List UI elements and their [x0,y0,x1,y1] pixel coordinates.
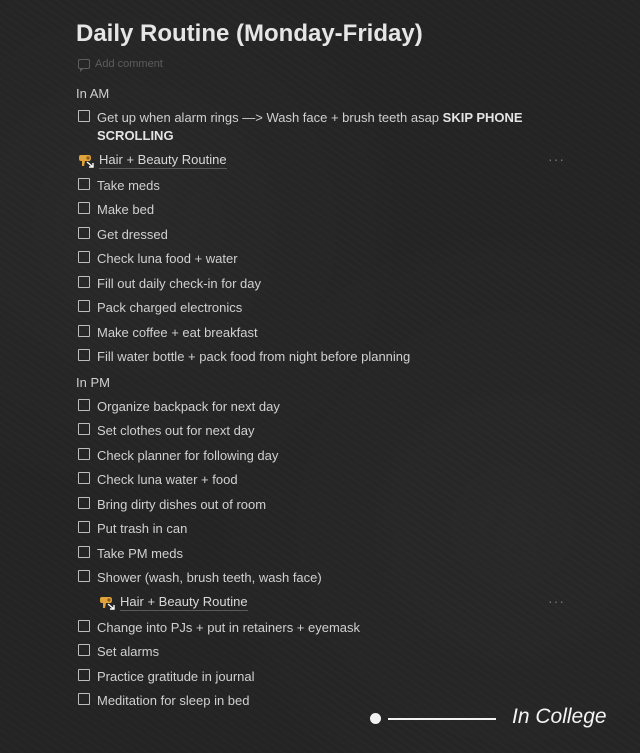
checkbox[interactable] [78,300,90,312]
list-item-label: Shower (wash, brush teeth, wash face) [97,570,322,585]
hair-beauty-routine-link-pm[interactable] [99,594,248,611]
list-item [78,398,548,416]
checkbox[interactable] [78,497,90,509]
hair-beauty-routine-label: Hair + Beauty Routine [99,152,227,167]
list-item [78,324,548,342]
list-item [78,250,548,268]
checkbox[interactable] [78,644,90,656]
list-item [78,299,548,317]
checkbox[interactable] [78,570,90,582]
checkbox[interactable] [78,276,90,288]
list-item-label: Fill water bottle + pack food from night before planning [97,349,411,364]
checkbox[interactable] [78,521,90,533]
list-item [78,226,548,244]
section-heading-am: In AM [76,86,110,101]
list-item [78,447,548,465]
caption-dot [370,713,381,724]
checkbox[interactable] [78,669,90,681]
checkbox[interactable] [78,325,90,337]
checkbox[interactable] [78,448,90,460]
list-item-label: Practice gratitude in journal [97,669,255,684]
add-comment-button[interactable] [78,58,163,70]
list-item-label: Change into PJs + put in retainers + eyemask [97,620,361,635]
checkbox[interactable] [78,399,90,411]
list-item [78,201,548,219]
list-item-label: Fill out daily check-in for day [97,276,262,291]
list-item [78,619,548,637]
list-item-label: Organize backpack for next day [97,399,280,414]
list-item-label: Bring dirty dishes out of room [97,497,267,512]
list-item-label: Pack charged electronics [97,300,243,315]
checkbox[interactable] [78,693,90,705]
list-item-label: Set clothes out for next day [97,423,255,438]
list-item-label: Take PM meds [97,546,183,561]
comment-icon [78,59,90,69]
checkbox[interactable] [78,546,90,558]
list-item-label: Make coffee + eat breakfast [97,325,258,340]
list-item [78,471,548,489]
list-item-label: Put trash in can [97,521,188,536]
add-comment-label: Add comment [95,58,163,70]
list-item [78,520,548,538]
list-item-label: Check luna food + water [97,251,238,266]
list-item [78,422,548,440]
list-item [78,496,548,514]
section-heading-pm: In PM [76,375,110,390]
list-item-label: Make bed [97,202,155,217]
more-options-button[interactable]: ··· [548,151,565,167]
checkbox[interactable] [78,178,90,190]
caption-overlay [370,705,630,731]
hair-beauty-routine-label: Hair + Beauty Routine [120,594,248,609]
list-item-label: Set alarms [97,644,160,659]
caption-line [388,718,496,720]
list-item [78,109,548,145]
list-item-label: Get dressed [97,227,168,242]
list-item [78,545,548,563]
checkbox[interactable] [78,423,90,435]
checkbox[interactable] [78,202,90,214]
checkbox[interactable] [78,472,90,484]
list-item [78,668,548,686]
list-item [78,348,548,366]
list-item [78,275,548,293]
list-item-label: Get up when alarm rings —> Wash face + brush teeth asap SKIP PHONE SCROLLING [97,110,523,143]
list-item-label: Check luna water + food [97,472,238,487]
checkbox[interactable] [78,349,90,361]
hair-dryer-icon [99,596,115,610]
page-title: Daily Routine (Monday-Friday) [76,20,423,47]
list-item [78,177,548,195]
list-item [78,569,548,587]
checkbox[interactable] [78,251,90,263]
caption-label: In College [512,705,607,728]
list-item-label: Meditation for sleep in bed [97,693,250,708]
list-item [78,643,548,661]
checkbox[interactable] [78,620,90,632]
more-options-button[interactable]: ··· [548,593,565,609]
hair-dryer-icon [78,154,94,168]
list-item-label: Take meds [97,178,160,193]
hair-beauty-routine-link-am[interactable] [78,152,227,169]
list-item-label: Check planner for following day [97,448,279,463]
checkbox[interactable] [78,227,90,239]
checkbox[interactable] [78,110,90,122]
